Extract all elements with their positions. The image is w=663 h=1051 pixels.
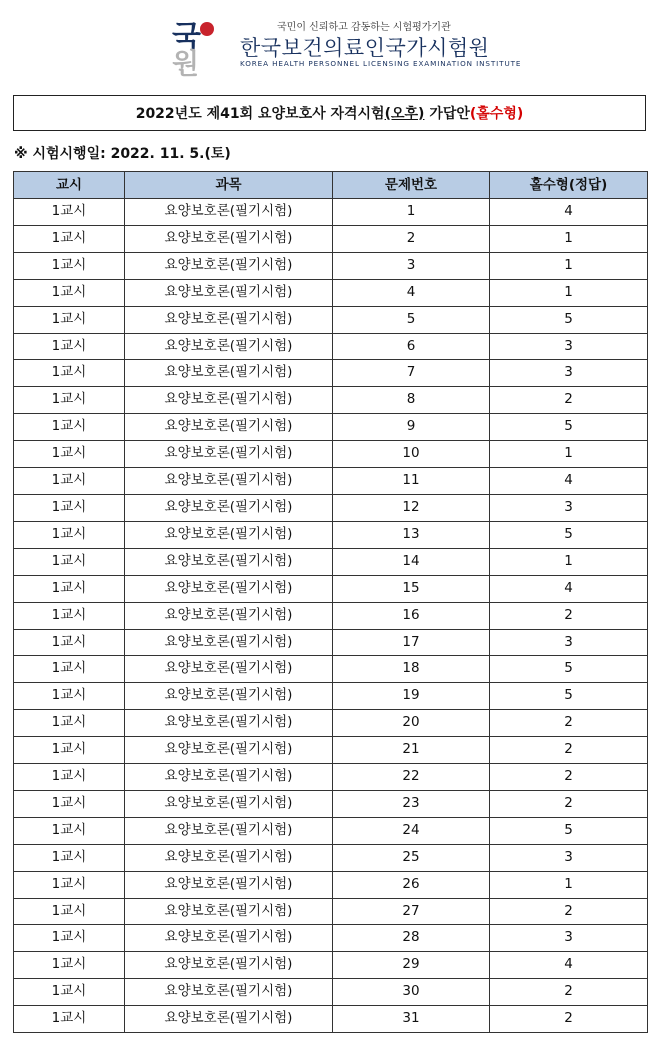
exam-date: ※ 시험시행일: 2022. 11. 5.(토) <box>14 146 231 162</box>
cell-answer: 5 <box>490 683 648 710</box>
table-header-row <box>14 172 648 199</box>
cell-question-number: 10 <box>333 441 490 468</box>
cell-question-number: 20 <box>333 710 490 737</box>
cell-subject: 요양보호론(필기시험) <box>125 387 333 414</box>
cell-answer: 1 <box>490 548 648 575</box>
cell-period: 1교시 <box>14 225 125 252</box>
table-row <box>14 871 648 898</box>
table-row <box>14 548 648 575</box>
table-row <box>14 898 648 925</box>
cell-question-number: 24 <box>333 817 490 844</box>
cell-question-number: 13 <box>333 521 490 548</box>
org-tagline: 국민이 신뢰하고 감동하는 시험평가기관 <box>277 22 451 33</box>
cell-question-number: 18 <box>333 656 490 683</box>
cell-period: 1교시 <box>14 199 125 226</box>
cell-period: 1교시 <box>14 333 125 360</box>
table-row <box>14 629 648 656</box>
table-row <box>14 1006 648 1033</box>
cell-period: 1교시 <box>14 279 125 306</box>
title-exam-type: (홀수형) <box>469 106 524 122</box>
table-row <box>14 817 648 844</box>
table-row <box>14 387 648 414</box>
cell-subject: 요양보호론(필기시험) <box>125 360 333 387</box>
cell-question-number: 17 <box>333 629 490 656</box>
cell-question-number: 2 <box>333 225 490 252</box>
cell-question-number: 8 <box>333 387 490 414</box>
cell-subject: 요양보호론(필기시험) <box>125 306 333 333</box>
cell-period: 1교시 <box>14 414 125 441</box>
cell-subject: 요양보호론(필기시험) <box>125 925 333 952</box>
cell-subject: 요양보호론(필기시험) <box>125 1006 333 1033</box>
org-name-korean: 한국보건의료인국가시험원 <box>240 36 490 60</box>
table-row <box>14 414 648 441</box>
table-row <box>14 333 648 360</box>
cell-period: 1교시 <box>14 764 125 791</box>
logo-red-dot <box>200 22 214 36</box>
cell-subject: 요양보호론(필기시험) <box>125 629 333 656</box>
cell-answer: 2 <box>490 737 648 764</box>
table-row <box>14 252 648 279</box>
cell-period: 1교시 <box>14 925 125 952</box>
table-row <box>14 602 648 629</box>
cell-answer: 2 <box>490 387 648 414</box>
table-row <box>14 306 648 333</box>
cell-subject: 요양보호론(필기시험) <box>125 764 333 791</box>
table-row <box>14 494 648 521</box>
cell-period: 1교시 <box>14 1006 125 1033</box>
table-row <box>14 575 648 602</box>
cell-period: 1교시 <box>14 575 125 602</box>
cell-answer: 4 <box>490 199 648 226</box>
title-middle: 가답안 <box>424 106 470 122</box>
cell-question-number: 16 <box>333 602 490 629</box>
cell-subject: 요양보호론(필기시험) <box>125 602 333 629</box>
cell-question-number: 19 <box>333 683 490 710</box>
cell-period: 1교시 <box>14 441 125 468</box>
cell-period: 1교시 <box>14 306 125 333</box>
cell-answer: 3 <box>490 629 648 656</box>
cell-period: 1교시 <box>14 521 125 548</box>
cell-answer: 5 <box>490 306 648 333</box>
cell-period: 1교시 <box>14 387 125 414</box>
table-row <box>14 199 648 226</box>
cell-subject: 요양보호론(필기시험) <box>125 952 333 979</box>
cell-answer: 2 <box>490 710 648 737</box>
cell-answer: 3 <box>490 360 648 387</box>
cell-period: 1교시 <box>14 360 125 387</box>
cell-question-number: 3 <box>333 252 490 279</box>
table-row <box>14 710 648 737</box>
cell-subject: 요양보호론(필기시험) <box>125 656 333 683</box>
cell-question-number: 5 <box>333 306 490 333</box>
cell-question-number: 14 <box>333 548 490 575</box>
cell-answer: 1 <box>490 871 648 898</box>
table-row <box>14 468 648 495</box>
cell-answer: 4 <box>490 468 648 495</box>
cell-question-number: 21 <box>333 737 490 764</box>
logo-glyph-top: 국 <box>172 20 199 55</box>
table-row <box>14 683 648 710</box>
cell-subject: 요양보호론(필기시험) <box>125 199 333 226</box>
cell-subject: 요양보호론(필기시험) <box>125 494 333 521</box>
cell-answer: 1 <box>490 225 648 252</box>
answer-table-body <box>14 199 648 1033</box>
cell-answer: 1 <box>490 441 648 468</box>
cell-answer: 5 <box>490 521 648 548</box>
cell-period: 1교시 <box>14 979 125 1006</box>
logo-glyph-bottom: 원 <box>172 47 198 80</box>
column-header-subject: 과목 <box>125 172 333 199</box>
table-row <box>14 521 648 548</box>
cell-subject: 요양보호론(필기시험) <box>125 979 333 1006</box>
cell-period: 1교시 <box>14 737 125 764</box>
cell-answer: 4 <box>490 952 648 979</box>
table-row <box>14 925 648 952</box>
answer-key-table <box>13 171 648 1033</box>
cell-period: 1교시 <box>14 952 125 979</box>
cell-answer: 1 <box>490 252 648 279</box>
cell-question-number: 23 <box>333 790 490 817</box>
table-row <box>14 279 648 306</box>
cell-answer: 2 <box>490 898 648 925</box>
cell-question-number: 6 <box>333 333 490 360</box>
table-row <box>14 952 648 979</box>
cell-question-number: 15 <box>333 575 490 602</box>
cell-subject: 요양보호론(필기시험) <box>125 898 333 925</box>
cell-subject: 요양보호론(필기시험) <box>125 468 333 495</box>
cell-question-number: 22 <box>333 764 490 791</box>
cell-question-number: 30 <box>333 979 490 1006</box>
cell-period: 1교시 <box>14 548 125 575</box>
document-title <box>13 95 646 131</box>
cell-answer: 3 <box>490 494 648 521</box>
cell-subject: 요양보호론(필기시험) <box>125 225 333 252</box>
cell-question-number: 26 <box>333 871 490 898</box>
cell-question-number: 29 <box>333 952 490 979</box>
cell-subject: 요양보호론(필기시험) <box>125 683 333 710</box>
cell-subject: 요양보호론(필기시험) <box>125 548 333 575</box>
title-prefix: 2022년도 제41회 요양보호사 자격시험 <box>135 106 385 122</box>
cell-period: 1교시 <box>14 656 125 683</box>
cell-question-number: 31 <box>333 1006 490 1033</box>
cell-answer: 2 <box>490 1006 648 1033</box>
cell-period: 1교시 <box>14 844 125 871</box>
cell-answer: 4 <box>490 575 648 602</box>
table-row <box>14 656 648 683</box>
cell-question-number: 1 <box>333 199 490 226</box>
table-row <box>14 360 648 387</box>
column-header-question-number: 문제번호 <box>333 172 490 199</box>
cell-question-number: 4 <box>333 279 490 306</box>
cell-answer: 2 <box>490 764 648 791</box>
cell-question-number: 11 <box>333 468 490 495</box>
cell-period: 1교시 <box>14 683 125 710</box>
cell-subject: 요양보호론(필기시험) <box>125 790 333 817</box>
cell-subject: 요양보호론(필기시험) <box>125 333 333 360</box>
cell-period: 1교시 <box>14 629 125 656</box>
title-session: (오후) <box>384 106 425 122</box>
table-row <box>14 979 648 1006</box>
cell-period: 1교시 <box>14 710 125 737</box>
cell-question-number: 7 <box>333 360 490 387</box>
cell-question-number: 27 <box>333 898 490 925</box>
kuksiwon-logo <box>170 12 230 80</box>
page-header <box>0 0 663 88</box>
cell-answer: 2 <box>490 790 648 817</box>
cell-answer: 5 <box>490 414 648 441</box>
column-header-answer: 홀수형(정답) <box>490 172 648 199</box>
cell-subject: 요양보호론(필기시험) <box>125 871 333 898</box>
cell-question-number: 12 <box>333 494 490 521</box>
table-row <box>14 225 648 252</box>
cell-answer: 1 <box>490 279 648 306</box>
cell-period: 1교시 <box>14 252 125 279</box>
cell-period: 1교시 <box>14 602 125 629</box>
cell-answer: 5 <box>490 817 648 844</box>
cell-subject: 요양보호론(필기시험) <box>125 414 333 441</box>
cell-period: 1교시 <box>14 468 125 495</box>
cell-period: 1교시 <box>14 790 125 817</box>
cell-question-number: 9 <box>333 414 490 441</box>
cell-answer: 3 <box>490 925 648 952</box>
table-row <box>14 441 648 468</box>
table-row <box>14 844 648 871</box>
cell-subject: 요양보호론(필기시험) <box>125 252 333 279</box>
table-row <box>14 790 648 817</box>
column-header-period: 교시 <box>14 172 125 199</box>
table-row <box>14 764 648 791</box>
cell-answer: 3 <box>490 844 648 871</box>
cell-question-number: 28 <box>333 925 490 952</box>
cell-period: 1교시 <box>14 494 125 521</box>
cell-answer: 2 <box>490 979 648 1006</box>
cell-period: 1교시 <box>14 898 125 925</box>
cell-period: 1교시 <box>14 871 125 898</box>
cell-subject: 요양보호론(필기시험) <box>125 575 333 602</box>
cell-answer: 2 <box>490 602 648 629</box>
cell-answer: 5 <box>490 656 648 683</box>
cell-question-number: 25 <box>333 844 490 871</box>
org-name-english: KOREA HEALTH PERSONNEL LICENSING EXAMINATION INSTITUTE <box>240 59 522 68</box>
cell-answer: 3 <box>490 333 648 360</box>
cell-subject: 요양보호론(필기시험) <box>125 710 333 737</box>
table-row <box>14 737 648 764</box>
cell-subject: 요양보호론(필기시험) <box>125 279 333 306</box>
cell-subject: 요양보호론(필기시험) <box>125 817 333 844</box>
cell-period: 1교시 <box>14 817 125 844</box>
cell-subject: 요양보호론(필기시험) <box>125 844 333 871</box>
cell-subject: 요양보호론(필기시험) <box>125 737 333 764</box>
cell-subject: 요양보호론(필기시험) <box>125 521 333 548</box>
cell-subject: 요양보호론(필기시험) <box>125 441 333 468</box>
